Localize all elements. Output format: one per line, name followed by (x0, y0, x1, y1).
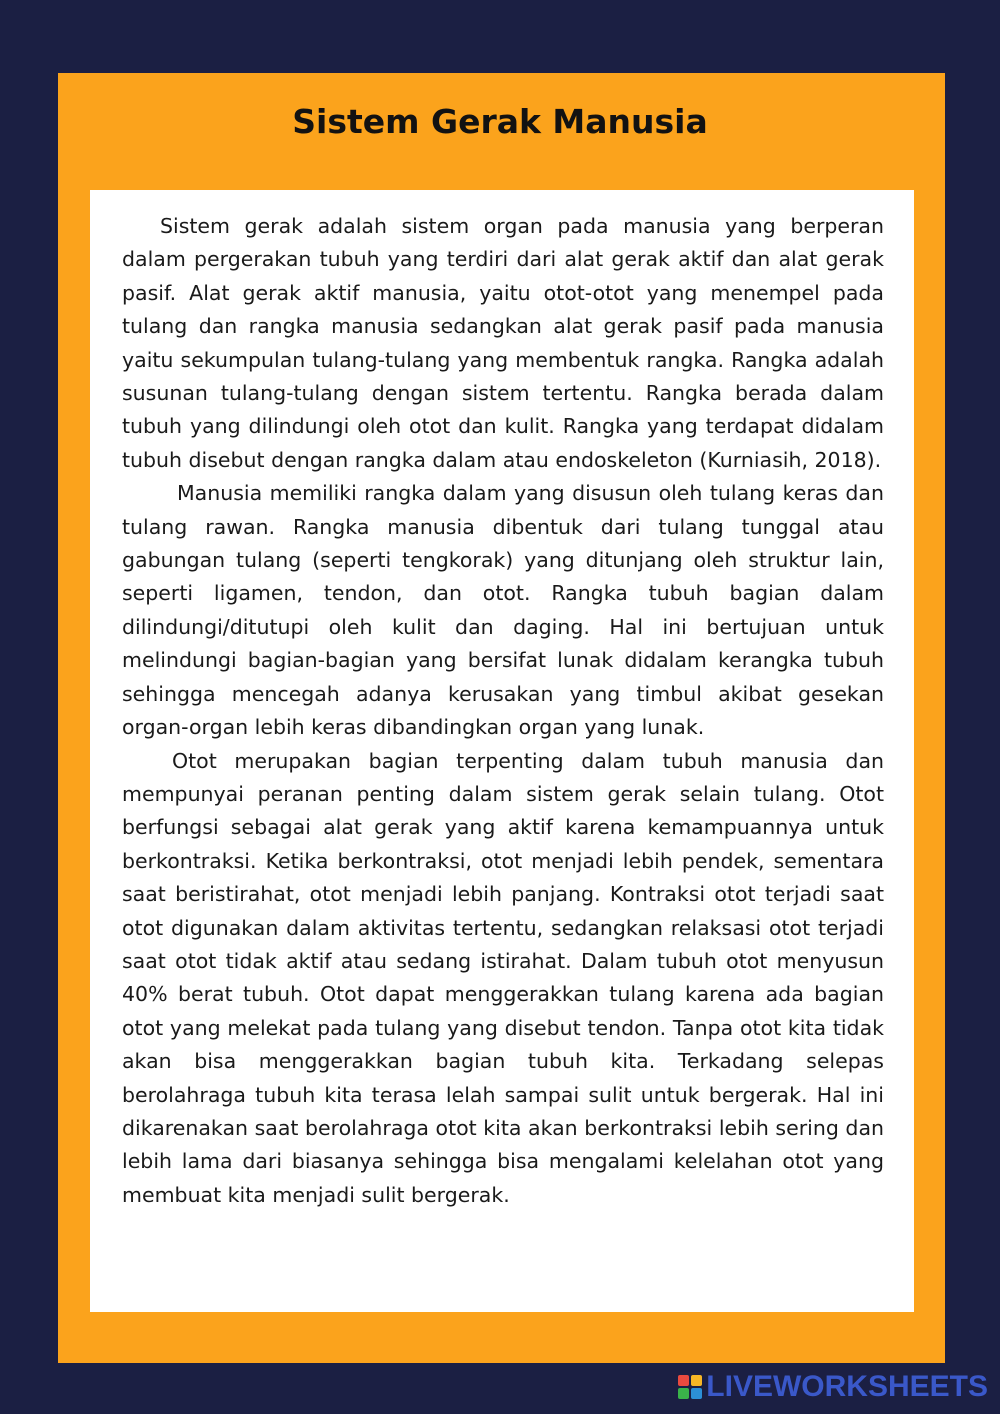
logo-square-yellow (691, 1375, 702, 1386)
page-title: Sistem Gerak Manusia (292, 102, 708, 141)
logo-square-blue (691, 1388, 702, 1399)
logo-square-red (678, 1375, 689, 1386)
logo-square-green (678, 1388, 689, 1399)
liveworksheets-watermark (678, 1372, 988, 1402)
body-text (122, 210, 884, 1212)
paragraph-1: Sistem gerak adalah sistem organ pada manusia yang berperan dalam pergerakan tubuh yang terdiri dari alat gerak aktif dan alat gerak pasif. Alat gerak aktif manusia, yaitu otot-otot yang menempel pada tulang dan rangka manusia sedangkan alat gerak pasif pada manusia yaitu sekumpulan tulang-tulang yang membentuk rangka. Rangka adalah susunan tulang-tulang dengan sistem tertentu. Rangka berada dalam tubuh yang dilindungi oleh otot dan kulit. Rangka yang terdapat didalam tubuh disebut dengan rangka dalam atau endoskeleton (Kurniasih, 2018). (122, 214, 884, 472)
paragraph-2: Manusia memiliki rangka dalam yang disusun oleh tulang keras dan tulang rawan. Rangka manusia dibentuk dari tulang tunggal atau gabungan tulang (seperti tengkorak) yang ditunjang oleh struktur lain, seperti ligamen, tendon, dan otot. Rangka tubuh bagian dalam dilindungi/ditutupi oleh kulit dan daging. Hal ini bertujuan untuk melindungi bagian-bagian yang bersifat lunak didalam kerangka tubuh sehingga mencegah adanya kerusakan yang timbul akibat gesekan organ-organ lebih keras dibandingkan organ yang lunak. (122, 481, 884, 740)
watermark-text: LIVEWORKSHEETS (706, 1370, 988, 1403)
liveworksheets-logo-icon (678, 1375, 702, 1399)
paragraph-3: Otot merupakan bagian terpenting dalam tubuh manusia dan mempunyai peranan penting dalam sistem gerak selain tulang. Otot berfungsi sebagai alat gerak yang aktif karena kemampuannya untuk berkontraksi. Ketika berkontraksi, otot menjadi lebih pendek, sementara saat beristirahat, otot menjadi lebih panjang. Kontraksi otot terjadi saat otot digunakan dalam aktivitas tertentu, sedangkan relaksasi otot terjadi saat otot tidak aktif atau sedang istirahat. Dalam tubuh otot menyusun 40% berat tubuh. Otot dapat menggerakkan tulang karena ada bagian otot yang melekat pada tulang yang disebut tendon. Tanpa otot kita tidak akan bisa menggerakkan bagian tubuh kita. Terkadang selepas berolahraga tubuh kita terasa lelah sampai sulit untuk bergerak. Hal ini dikarenakan saat berolahraga otot kita akan berkontraksi lebih sering dan lebih lama dari biasanya sehingga bisa mengalami kelelahan otot yang membuat kita menjadi sulit bergerak. (122, 748, 884, 1207)
